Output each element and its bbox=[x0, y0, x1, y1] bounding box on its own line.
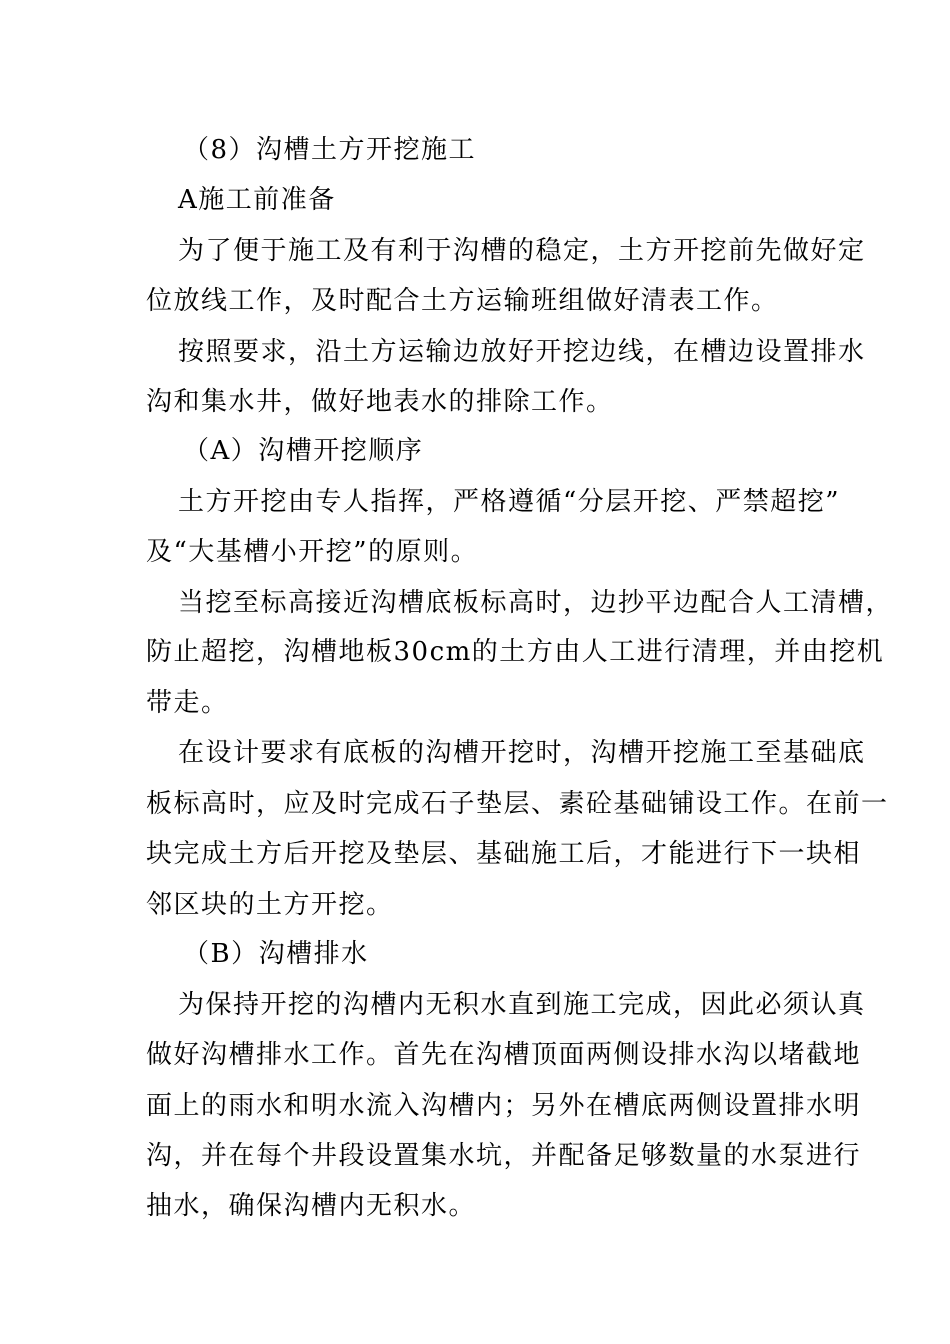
paragraph-line: 为保持开挖的沟槽内无积水直到施工完成，因此必须认真 bbox=[178, 990, 866, 1020]
paragraph-line: 位放线工作，及时配合土方运输班组做好清表工作。 bbox=[146, 286, 779, 316]
paragraph-line: 及“大基槽小开挖”的原则。 bbox=[146, 537, 479, 567]
paragraph-line: 沟和集水井，做好地表水的排除工作。 bbox=[146, 387, 614, 417]
paragraph-line: 当挖至标高接近沟槽底板标高时，边抄平边配合人工清槽， bbox=[178, 588, 894, 618]
subheading-a-preparation: A施工前准备 bbox=[178, 185, 336, 215]
paragraph-line: 块完成土方后开挖及垫层、基础施工后，才能进行下一块相 bbox=[146, 839, 862, 869]
paragraph-line: 在设计要求有底板的沟槽开挖时，沟槽开挖施工至基础底 bbox=[178, 738, 866, 768]
paragraph-line: 按照要求，沿土方运输边放好开挖边线，在槽边设置排水 bbox=[178, 337, 866, 367]
paragraph-line: 面上的雨水和明水流入沟槽内；另外在槽底两侧设置排水明 bbox=[146, 1091, 862, 1121]
subheading-a-excavation-order: （A）沟槽开挖顺序 bbox=[183, 436, 424, 466]
paragraph-line: 做好沟槽排水工作。首先在沟槽顶面两侧设排水沟以堵截地 bbox=[146, 1040, 862, 1070]
paragraph-line: 邻区块的土方开挖。 bbox=[146, 890, 394, 920]
paragraph-line: 防止超挖，沟槽地板30cm的土方由人工进行清理，并由挖机 bbox=[146, 637, 885, 667]
paragraph-line: 沟，并在每个井段设置集水坑，并配备足够数量的水泵进行 bbox=[146, 1141, 862, 1171]
paragraph-line: 带走。 bbox=[146, 688, 229, 718]
paragraph-line: 为了便于施工及有利于沟槽的稳定，土方开挖前先做好定 bbox=[178, 236, 866, 266]
paragraph-line: 板标高时，应及时完成石子垫层、素砼基础铺设工作。在前一 bbox=[146, 789, 889, 819]
paragraph-line: 抽水，确保沟槽内无积水。 bbox=[146, 1191, 477, 1221]
paragraph-line: 土方开挖由专人指挥，严格遵循“分层开挖、严禁超挖” bbox=[178, 487, 841, 517]
section-heading-8: （8）沟槽土方开挖施工 bbox=[183, 135, 477, 165]
subheading-b-drainage: （B）沟槽排水 bbox=[183, 939, 369, 969]
